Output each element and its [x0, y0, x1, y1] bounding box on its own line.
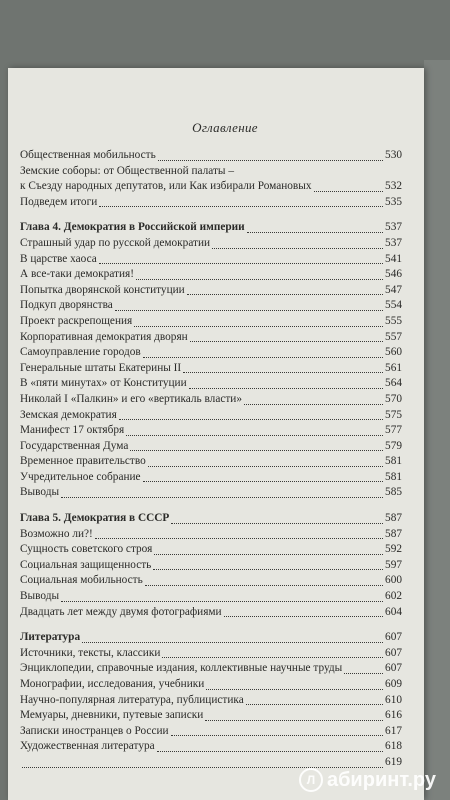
- toc-entry: [20, 589, 402, 605]
- toc-entry-page: 607: [385, 662, 402, 675]
- dot-leader: [99, 263, 383, 264]
- dot-leader: [224, 616, 383, 617]
- toc-entry-title: В «пяти минутах» от Конституции: [20, 377, 187, 390]
- dot-leader: [61, 497, 383, 498]
- toc-entry-title: Попытка дворянской конституции: [20, 283, 185, 296]
- dot-leader: [145, 585, 383, 586]
- toc-entry-title: Генеральные штаты Екатерины II: [20, 361, 182, 374]
- dot-leader: [212, 248, 383, 249]
- toc-entry-page: 602: [385, 590, 402, 603]
- dot-leader: [82, 642, 383, 643]
- toc-entry-title: Общественная мобильность: [20, 149, 156, 161]
- chapter-title: Глава 5. Демократия в СССР: [20, 512, 170, 525]
- toc-entry-title: Подведем итоги: [20, 195, 98, 208]
- toc-entry-page: 570: [385, 392, 402, 405]
- toc-entry-title: Социальная мобильность: [20, 574, 143, 587]
- toc-entry: [20, 573, 402, 589]
- toc-entry: [20, 345, 402, 361]
- toc-entry-title: Николай I «Палкин» и его «вертикаль власти»: [20, 392, 242, 405]
- toc-entry-page: 592: [385, 543, 402, 556]
- toc-entry-page: 547: [385, 283, 402, 296]
- chapter-heading: [20, 630, 402, 646]
- toc-entry-title: Выводы: [20, 590, 60, 603]
- toc-entry: [20, 195, 402, 211]
- toc-entry: [20, 179, 402, 195]
- toc-entry-title: В царстве хаоса: [20, 252, 97, 265]
- dot-leader: [130, 450, 383, 451]
- dot-leader: [158, 160, 383, 161]
- toc-entry: [20, 470, 402, 486]
- dot-leader: [153, 569, 383, 570]
- toc-entry-title: Земские соборы: от Общественной палаты –: [20, 164, 234, 177]
- toc-entry: [20, 724, 402, 740]
- toc-entry-page: 541: [385, 252, 402, 265]
- toc-entry-title: Монографии, исследования, учебники: [20, 678, 205, 690]
- toc-entry-page: 587: [385, 527, 402, 540]
- toc-entry: [20, 392, 402, 408]
- dot-leader: [206, 689, 383, 690]
- dot-leader: [157, 751, 383, 752]
- toc-entry-page: 619: [385, 755, 402, 768]
- toc-entry-title: Земская демократия: [20, 408, 117, 421]
- toc-entry: [20, 314, 402, 330]
- toc-entry-page: 597: [385, 558, 402, 571]
- toc-entry: [20, 646, 402, 662]
- dot-leader: [119, 419, 383, 420]
- toc-entry-title: Художественная литература: [20, 740, 155, 753]
- watermark: [299, 768, 436, 792]
- toc-entry-title: Корпоративная демократия дворян: [20, 330, 188, 343]
- toc-entry-title: А все-таки демократия!: [20, 268, 134, 281]
- dot-leader: [171, 523, 383, 524]
- toc-entry-page: 600: [385, 574, 402, 587]
- dot-leader: [148, 466, 383, 467]
- toc-entry: [20, 558, 402, 574]
- toc-entry-title: Социальная защищенность: [20, 558, 152, 571]
- toc-entry-title: к Съезду народных депутатов, или Как избирали Романовых: [20, 180, 312, 193]
- toc-entry-page: 564: [385, 377, 402, 390]
- toc-entry-title: Научно-популярная литература, публицистика: [20, 693, 244, 706]
- toc-entry-page: 616: [385, 709, 402, 722]
- toc-entry-page: 604: [385, 605, 402, 618]
- toc-entry-page: 617: [385, 724, 402, 737]
- toc-entry: [20, 330, 402, 346]
- toc-entry-title: Записки иностранцев о России: [20, 724, 169, 737]
- dot-leader: [126, 435, 383, 436]
- toc-entry-title: Подкуп дворянства: [20, 299, 113, 312]
- toc-entry-title: Сущность советского строя: [20, 543, 153, 556]
- toc-entry-page: 532: [385, 180, 402, 193]
- chapter-5-entries: [20, 527, 402, 621]
- toc-entry-page: 575: [385, 408, 402, 421]
- dot-leader: [187, 294, 383, 295]
- toc-entry-page: 577: [385, 424, 402, 437]
- dot-leader: [61, 601, 383, 602]
- dot-leader: [143, 357, 383, 358]
- dot-leader: [143, 481, 383, 482]
- toc-entry: [20, 693, 402, 709]
- dot-leader: [95, 538, 383, 539]
- toc-entry-page: 607: [385, 646, 402, 659]
- toc-entry: [20, 267, 402, 283]
- toc-entry-page: 579: [385, 439, 402, 452]
- toc-entry-title: Энциклопедии, справочные издания, коллективные научные труды: [20, 662, 343, 675]
- toc-entry-page: 555: [385, 314, 402, 327]
- toc-entry: [20, 361, 402, 377]
- toc-entry: [20, 148, 402, 164]
- toc-entry-title: Источники, тексты, классики: [20, 646, 161, 659]
- table-of-contents: [20, 148, 402, 771]
- toc-entry: [20, 527, 402, 543]
- toc-entry: [20, 739, 402, 755]
- toc-entry-page: 546: [385, 268, 402, 281]
- chapter-page: 537: [385, 221, 402, 234]
- toc-entry: [20, 542, 402, 558]
- toc-entry: [20, 605, 402, 621]
- labirint-logo-icon: Л: [299, 768, 323, 792]
- chapter-heading: [20, 220, 402, 236]
- dot-leader: [183, 372, 383, 373]
- toc-entry-page: 581: [385, 455, 402, 468]
- toc-entry: [20, 236, 402, 252]
- dot-leader: [154, 554, 383, 555]
- toc-entry: [20, 439, 402, 455]
- toc-entry-page: 535: [385, 195, 402, 208]
- chapter-title: Глава 4. Демократия в Российской империи: [20, 221, 245, 234]
- dot-leader: [344, 673, 383, 674]
- dot-leader: [314, 191, 384, 192]
- dot-leader: [162, 657, 383, 658]
- dot-leader: [205, 720, 383, 721]
- toc-entry-title: Выводы: [20, 486, 60, 499]
- dot-leader: [247, 232, 383, 233]
- dot-leader: [99, 206, 383, 207]
- toc-entry-page: 530: [385, 149, 402, 161]
- toc-entry: [20, 252, 402, 268]
- dot-leader: [136, 279, 383, 280]
- toc-entry-page: 560: [385, 346, 402, 359]
- toc-entry-page: 585: [385, 486, 402, 499]
- toc-entry: [20, 376, 402, 392]
- literature-title: Литература: [20, 631, 81, 644]
- dot-leader: [244, 404, 383, 405]
- dot-leader: [190, 341, 383, 342]
- dot-leader: [115, 310, 383, 311]
- toc-entry-title: Страшный удар по русской демократии: [20, 236, 211, 249]
- toc-entry-title: Возможно ли?!: [20, 527, 93, 540]
- toc-entry: [20, 408, 402, 424]
- toc-entry-page: 581: [385, 470, 402, 483]
- background-edge: [424, 60, 450, 800]
- toc-entry-title: Манифест 17 октября: [20, 424, 125, 437]
- chapter-heading: [20, 511, 402, 527]
- dot-leader: [246, 704, 383, 705]
- toc-entry: [20, 677, 402, 693]
- toc-entry-title: Временное правительство: [20, 455, 146, 468]
- toc-entry-page: 618: [385, 740, 402, 753]
- toc-entry: [20, 423, 402, 439]
- toc-entry-page: 610: [385, 693, 402, 706]
- toc-entry: [20, 485, 402, 501]
- watermark-text: абиринт.ру: [326, 768, 436, 791]
- toc-entry-title: Двадцать лет между двумя фотографиями: [20, 605, 222, 618]
- dot-leader: [171, 735, 383, 736]
- toc-entry: [20, 454, 402, 470]
- toc-entry: [20, 298, 402, 314]
- chapter-page: 587: [385, 512, 402, 525]
- running-head: Оглавление: [192, 120, 258, 135]
- toc-entry-page: 557: [385, 330, 402, 343]
- toc-entry-page: 561: [385, 361, 402, 374]
- toc-entry-page: 537: [385, 236, 402, 249]
- toc-entry: [20, 708, 402, 724]
- chapter-4-entries: [20, 236, 402, 501]
- dot-leader: [134, 326, 383, 327]
- toc-entry-title: Самоуправление городов: [20, 346, 141, 359]
- toc-entry: [20, 283, 402, 299]
- dot-leader: [189, 388, 383, 389]
- toc-entry-title: Учредительное собрание: [20, 470, 141, 483]
- toc-entry-title: Государственная Дума: [20, 439, 129, 452]
- toc-entry-title: Проект раскрепощения: [20, 314, 133, 327]
- literature-page: 607: [385, 631, 402, 644]
- toc-entry-page: 609: [385, 678, 402, 690]
- literature-entries: [20, 646, 402, 771]
- toc-entry-title: Мемуары, дневники, путевые записки: [20, 709, 204, 722]
- toc-entry: [20, 661, 402, 677]
- toc-entry-page: 554: [385, 299, 402, 312]
